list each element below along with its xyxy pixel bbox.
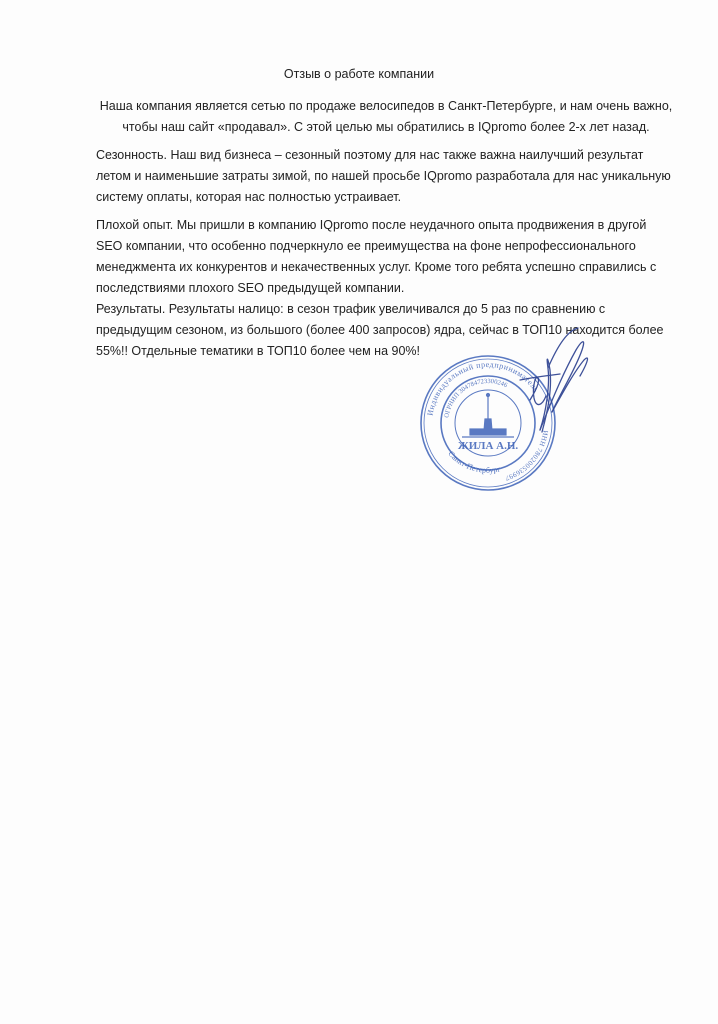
seal-inn-text: ИНН 780200536997	[503, 429, 550, 483]
signature-icon	[490, 320, 600, 440]
text-line: Плохой опыт. Мы пришли в компанию IQpromo после неудачного опыта продвижения в другой	[96, 218, 647, 232]
text-line: систему оплаты, которая нас полностью устраивает.	[96, 190, 402, 204]
text-line: летом и наименьшие затраты зимой, по нашей просьбе IQpromo разработала для нас уникальную	[96, 169, 671, 183]
text-line: Наша компания является сетью по продаже велосипедов в Санкт-Петербурге, и нам очень важно,	[99, 99, 673, 113]
paragraph-seasonality	[96, 145, 676, 208]
text-line: 55%!! Отдельные тематики в ТОП10 более чем на 90%!	[96, 344, 420, 358]
text-line: предыдущим сезоном, из большого (более 400 запросов) ядра, сейчас в ТОП10 находится более	[96, 323, 664, 337]
document-title: Отзыв о работе компании	[283, 67, 435, 81]
text-line: менеджмента их конкурентов и некачественных услуг. Кроме того ребята успешно справились с	[96, 260, 657, 274]
text-line: SEO компании, что особенно подчеркнуло ее преимущества на фоне непрофессионального	[96, 239, 636, 253]
text-line: Результаты. Результаты налицо: в сезон трафик увеличивался до 5 раз по сравнению с	[96, 302, 606, 316]
paragraph-intro	[96, 96, 676, 138]
text-line: Сезонность. Наш вид бизнеса – сезонный поэтому для нас также важна наилучший результат	[96, 148, 644, 162]
seal-outer-text: Индивидуальный предприниматель	[425, 359, 541, 417]
seal-name-text: ЖИЛА А.Н.	[457, 440, 519, 452]
text-line: чтобы наш сайт «продавал». С этой целью мы обратились в IQpromo более 2-х лет назад.	[122, 120, 650, 134]
text-line: последствиями плохого SEO предыдущей компании.	[96, 281, 405, 295]
seal-city-text: Санкт-Петербург	[446, 449, 502, 475]
paragraph-bad-experience	[96, 215, 676, 299]
seal-ogrnip-text: ОГРНИП 304784723300246	[443, 377, 509, 419]
